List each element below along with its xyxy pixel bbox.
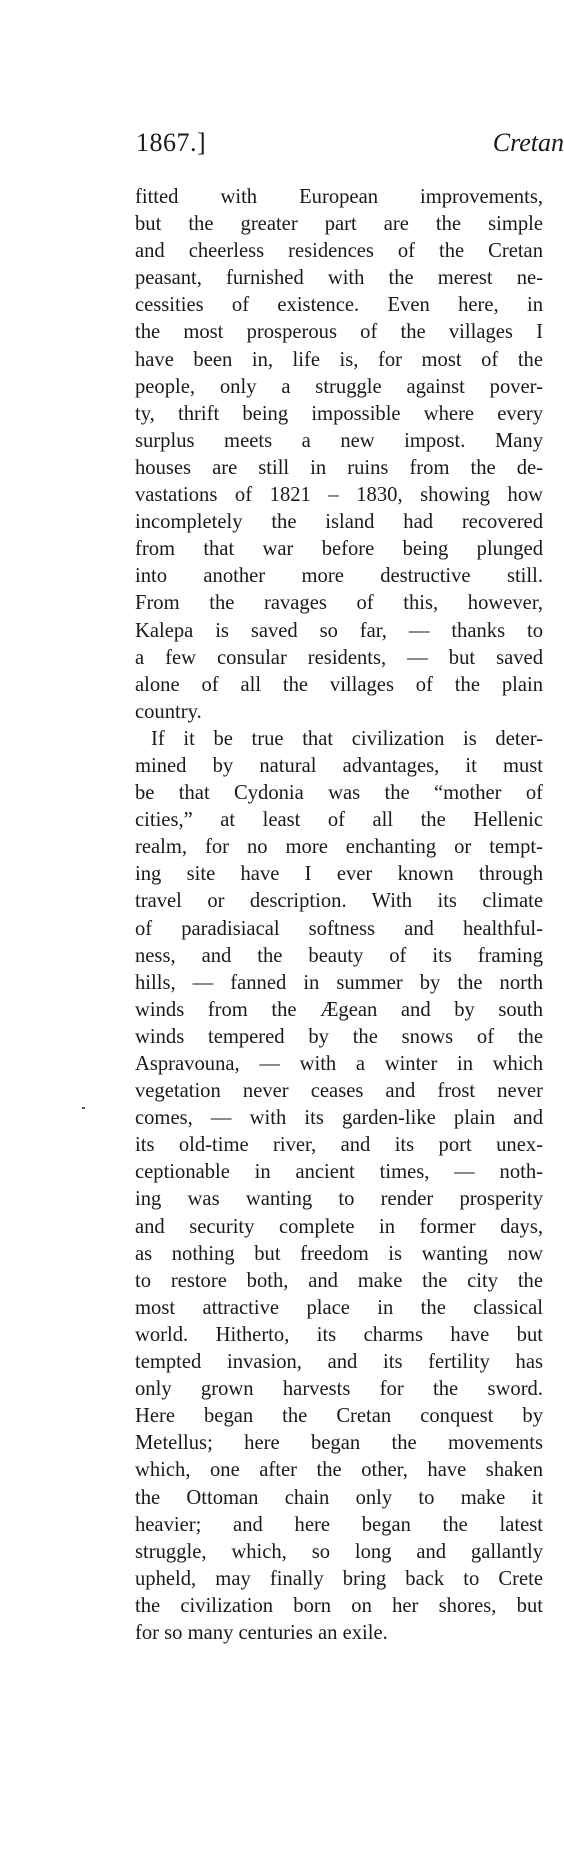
text-line: Here began the Cretan conquest by xyxy=(135,1405,543,1428)
text-line: Kalepa is saved so far, — thanks to xyxy=(135,619,543,642)
text-line: as nothing but freedom is wanting now xyxy=(135,1242,543,1265)
text-line: vegetation never ceases and frost never xyxy=(135,1080,543,1103)
text-line: the Ottoman chain only to make it xyxy=(135,1486,543,1509)
text-line: alone of all the villages of the plain xyxy=(135,673,543,696)
text-line: ing site have I ever known through xyxy=(135,863,543,886)
text-line: and security complete in former days, xyxy=(135,1215,543,1238)
text-line: which, one after the other, have shaken xyxy=(135,1459,543,1482)
text-line: world. Hitherto, its charms have but xyxy=(135,1323,543,1346)
margin-mark xyxy=(82,1107,85,1109)
text-line: be that Cydonia was the “mother of xyxy=(135,782,543,805)
text-line: houses are still in ruins from the de- xyxy=(135,456,543,479)
text-line: peasant, furnished with the merest ne- xyxy=(135,267,543,290)
text-line: cessities of existence. Even here, in xyxy=(135,294,543,317)
text-line: mined by natural advantages, it must xyxy=(135,754,543,777)
text-line: people, only a struggle against pover- xyxy=(135,375,543,398)
text-line: vastations of 1821 – 1830, showing how xyxy=(135,484,543,507)
text-line: cities,” at least of all the Hellenic xyxy=(135,809,543,832)
text-line: winds from the Ægean and by south xyxy=(135,998,543,1021)
running-head-title: Cretan xyxy=(492,128,564,157)
text-line: into another more destructive still. xyxy=(135,565,543,588)
text-line: Metellus; here began the movements xyxy=(135,1432,543,1455)
text-line: and cheerless residences of the Cretan xyxy=(135,240,543,263)
text-line: the most prosperous of the villages I xyxy=(135,321,543,344)
text-line: from that war before being plunged xyxy=(135,538,543,561)
text-line: country. xyxy=(135,700,202,723)
text-line: Aspravouna, — with a winter in which xyxy=(135,1053,543,1075)
paragraph xyxy=(135,726,543,1647)
text-line: but the greater part are the simple xyxy=(135,213,543,236)
text-line: heavier; and here began the latest xyxy=(135,1513,543,1536)
text-line: comes, — with its garden-like plain and xyxy=(135,1107,543,1130)
text-line: its old-time river, and its port unex- xyxy=(135,1134,543,1157)
text-line: hills, — fanned in summer by the north xyxy=(135,971,543,994)
text-line: ty, thrift being impossible where every xyxy=(135,402,543,425)
text-line: to restore both, and make the city the xyxy=(135,1269,543,1292)
text-line: struggle, which, so long and gallantly xyxy=(135,1540,543,1563)
text-line: realm, for no more enchanting or tempt- xyxy=(135,836,543,859)
text-line: of paradisiacal softness and healthful- xyxy=(135,917,543,940)
text-line: surplus meets a new impost. Many xyxy=(135,429,543,452)
text-line: From the ravages of this, however, xyxy=(135,592,543,615)
text-line: incompletely the island had recovered xyxy=(135,511,543,534)
text-line: for so many centuries an exile. xyxy=(135,1621,388,1644)
text-line: winds tempered by the snows of the xyxy=(135,1025,543,1048)
text-line: travel or description. With its climate xyxy=(135,890,543,913)
text-line: the civilization born on her shores, but xyxy=(135,1594,543,1617)
text-line: only grown harvests for the sword. xyxy=(135,1378,543,1401)
paragraph xyxy=(135,184,543,726)
text-line: ceptionable in ancient times, — noth- xyxy=(135,1161,543,1184)
running-head xyxy=(136,128,564,162)
text-line: have been in, life is, for most of the xyxy=(135,348,543,371)
text-line: upheld, may finally bring back to Crete xyxy=(135,1567,543,1590)
text-line: If it be true that civilization is deter- xyxy=(151,727,543,750)
text-line: fitted with European improvements, xyxy=(135,186,543,208)
text-line: ing was wanting to render prosperity xyxy=(135,1188,543,1211)
body-text xyxy=(135,184,543,1647)
text-line: ness, and the beauty of its framing xyxy=(135,944,543,967)
text-line: a few consular residents, — but saved xyxy=(135,646,543,669)
running-head-year: 1867.] xyxy=(136,128,207,157)
text-line: tempted invasion, and its fertility has xyxy=(135,1351,543,1374)
text-line: most attractive place in the classical xyxy=(135,1296,543,1319)
